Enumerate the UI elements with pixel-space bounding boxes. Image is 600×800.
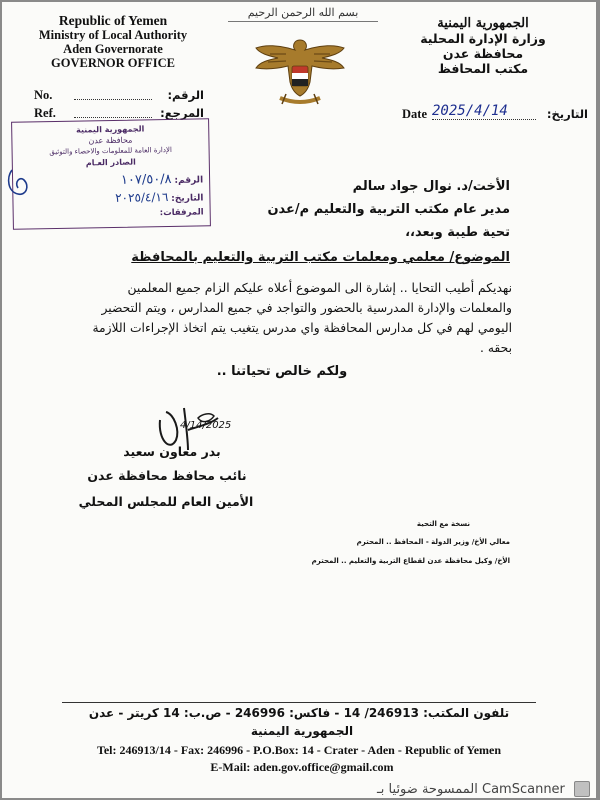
ref-dotted-line bbox=[74, 117, 152, 118]
stamp-line: الصادر العـام bbox=[85, 157, 136, 168]
letter-page bbox=[2, 2, 596, 798]
date-value: 2025/4/14 bbox=[432, 103, 508, 119]
stamp-scribble-icon bbox=[4, 162, 44, 202]
footer-rule bbox=[62, 702, 536, 703]
signature-date: 4/14/2025 bbox=[180, 420, 232, 431]
stamp-line: محافظة عدن bbox=[88, 135, 133, 146]
no-dotted-line bbox=[74, 99, 152, 100]
stamp-ref-value: ١٠٧/٥٠/٨ bbox=[120, 171, 172, 188]
stamp-date-value: ٢٠٢٥/٤/١٦ bbox=[115, 190, 169, 205]
body-line: اليومي لهم في كل مدارس المحافظة واي مدرس يتغيب يتم اتخاذ الإجراءات اللازمة bbox=[92, 321, 512, 335]
signer-title-2: الأمين العام للمجلس المحلي bbox=[78, 494, 254, 509]
date-row bbox=[402, 103, 588, 125]
body-line: بحقه . bbox=[480, 341, 512, 355]
header-ar-line: الجمهورية اليمنية bbox=[437, 16, 529, 31]
closing: ولكم خالص تحياتنا .. bbox=[216, 364, 348, 379]
body-line: نهديكم أطيب التحايا .. إشارة الى الموضوع أعلاه عليكم الزام جميع المعلمين bbox=[127, 281, 512, 295]
date-label-ar: التاريخ: bbox=[546, 107, 588, 121]
camscanner-text: الممسوحة ضوئيا بـ CamScanner bbox=[377, 782, 565, 797]
subject: الموضوع/ معلمي ومعلمات مكتب التربية والتعليم بالمحافظة bbox=[131, 250, 510, 265]
camscanner-logo-icon bbox=[574, 781, 590, 797]
copies-line-1: معالي الأخ/ وزير الدولة - المحافظ .. المحترم bbox=[356, 538, 510, 546]
header-en-line: Republic of Yemen bbox=[58, 13, 168, 28]
footer-ar-country: الجمهورية اليمنية bbox=[250, 724, 354, 738]
header-ar-line: مكتب المحافظ bbox=[437, 61, 529, 76]
signer-title-1: نائب محافظ محافظة عدن bbox=[87, 468, 247, 483]
ref-label-en: Ref. bbox=[34, 106, 56, 120]
body-line: والمعلمات والإدارة المدرسية بالحضور والتواجد في جميع المدارس ، ويتم التحضير bbox=[101, 301, 512, 315]
date-dotted-line bbox=[432, 119, 536, 120]
stamp-ref-row bbox=[19, 171, 203, 190]
stamp-attachments-row bbox=[20, 207, 204, 220]
header-ar-line: محافظة عدن bbox=[442, 46, 524, 61]
header-en-line: Ministry of Local Authority bbox=[38, 28, 188, 42]
copies-line-2: الأخ/ وكيل محافظة عدن لقطاع التربية والتعليم .. المحترم bbox=[311, 557, 510, 565]
recipient-title: مدير عام مكتب التربية والتعليم م/عدن bbox=[267, 202, 510, 217]
copies-heading: نسخة مع التحية bbox=[416, 520, 470, 528]
footer-email: E-Mail: aden.gov.office@gmail.com bbox=[210, 760, 394, 774]
stamp-line: الجمهورية اليمنية bbox=[76, 124, 145, 135]
footer-ar-contact: تلفون المكتب: 246913/ 14 - فاكس: 246996 - ص.ب: 14 كريتر - عدن bbox=[88, 706, 510, 720]
letter-body bbox=[76, 278, 512, 358]
stamp-attachments-label: المرفقات: bbox=[159, 207, 204, 219]
no-label-en: No. bbox=[34, 88, 53, 102]
recipient: الأخت/د. نوال جواد سالم bbox=[352, 179, 510, 194]
stamp-ref-label: الرقم: bbox=[174, 175, 204, 186]
header-en bbox=[28, 14, 198, 70]
signer-name: بدر معاون سعيد bbox=[123, 444, 221, 459]
footer-en-contact: Tel: 246913/14 - Fax: 246996 - P.O.Box: 14 - Crater - Aden - Republic of Yemen bbox=[96, 743, 502, 757]
header-en-line: Aden Governorate bbox=[63, 42, 163, 56]
no-label-ar: الرقم: bbox=[167, 88, 204, 102]
no-row bbox=[34, 88, 204, 104]
header-ar-line: وزارة الإدارة المحلية bbox=[420, 31, 546, 46]
stamp-line: الإدارة العامة للمعلومات والاحصاء والتوثيق bbox=[49, 145, 172, 157]
stamp-date-label: التاريخ: bbox=[171, 193, 204, 204]
stamp-date-row bbox=[19, 189, 203, 208]
camscanner-watermark bbox=[310, 778, 590, 796]
ref-label-ar: المرجع: bbox=[160, 106, 204, 120]
basmala: بسم الله الرحمن الرحيم bbox=[228, 6, 378, 22]
eagle-emblem-icon bbox=[250, 32, 350, 112]
header-ar bbox=[392, 16, 574, 76]
date-label-en: Date bbox=[402, 107, 427, 121]
greeting: تحية طيبة وبعد،، bbox=[405, 225, 510, 240]
header-en-line: GOVERNOR OFFICE bbox=[51, 56, 175, 70]
